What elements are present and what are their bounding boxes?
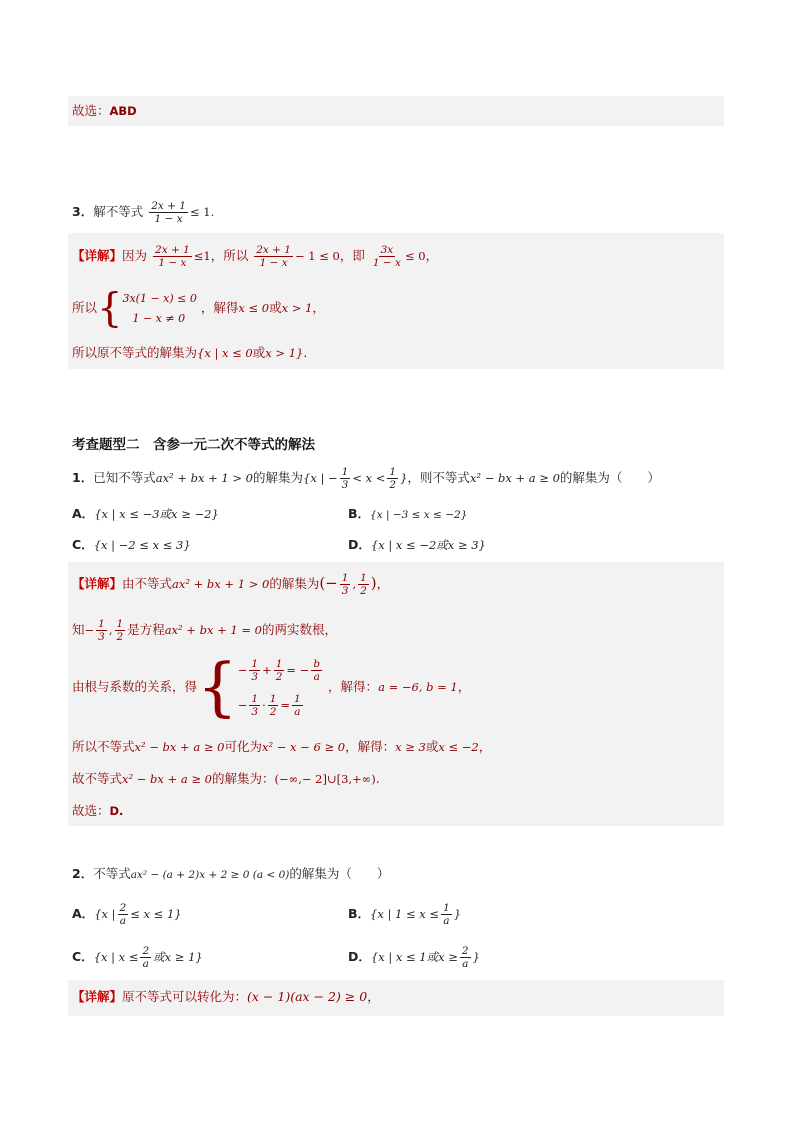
math-text: (−∞,− 2]∪[3,+∞) [274,772,376,786]
detail-label: 【详解】 [72,576,123,591]
fraction: $\frac{1}{a}$ [443,902,450,927]
fraction: $\frac{2x + 1}{1 - x}$ [256,244,291,269]
p1-detail-2 [72,618,337,643]
math-text: {x | x ≤ 0 [197,346,253,360]
math-text: (− [319,574,338,592]
text: 的解集为（ ） [559,470,660,485]
option-text: {x | −3 ≤ x ≤ −2} [370,509,468,521]
section-title: 考查题型二 含参一元二次不等式的解法 [72,437,315,453]
fraction: $\frac{1}{3}$ [98,618,105,643]
text: 或 [269,300,282,315]
answer-line-1 [72,102,137,120]
option-label: D． [348,949,371,964]
equation-system [238,653,324,723]
text: 的两实数根， [261,622,337,637]
p1-detail-3 [72,652,470,723]
question-number: 1． [72,470,94,485]
brace: { [97,285,123,332]
fraction: $\frac{1}{3}$ [341,572,349,597]
math-text: ax² + bx + 1 > 0 [172,577,270,591]
text: 的解集为： [211,771,275,786]
text: 的解集为 [253,470,304,485]
option-text: {x | x ≤ −2或x ≥ 3} [370,538,486,552]
text: 的解集为（ ） [289,866,390,881]
p1-detail-6 [72,802,123,820]
math-text: ≤ 1. [189,205,215,219]
option-text: ≤ x ≤ 1} [130,907,182,921]
answer-label: 故选： [72,803,110,818]
text: 可化为 [224,739,262,754]
fraction: $\frac{2x + 1}{1 - x}$ [151,200,186,225]
math-text: (x − 1)(ax − 2) ≥ 0 [247,989,368,1004]
option-c[interactable] [72,945,203,970]
fraction: $\frac{1}{3}$ [341,466,349,491]
text: 所以原不等式的解集为 [72,345,198,360]
math-text: x ≤ −2 [438,740,479,754]
p2-detail-1 [72,988,380,1006]
text: 所以不等式 [72,739,135,754]
math-text: x² − bx + a ≥ 0 [122,772,212,786]
option-text: {x | 1 ≤ x ≤ [370,907,440,921]
text: ，即 [339,248,365,263]
text: ，解得 [200,300,239,315]
math-text: x² − bx + a ≥ 0 [469,471,560,485]
math-text: x ≥ 3 [395,740,426,754]
option-label: B． [348,906,371,921]
option-label: A． [72,906,95,921]
math-text: − 1 ≤ 0 [295,249,340,263]
detail-line-3 [72,344,307,362]
math-text: } [400,471,408,485]
option-text: } [453,907,462,921]
text: ，则不等式 [407,470,470,485]
fraction: $\frac{1}{2}$ [389,466,397,491]
option-label: A． [72,506,95,521]
answer-value: D. [109,804,124,818]
option-a[interactable] [72,505,219,523]
option-text: {x | −2 ≤ x ≤ 3} [93,538,191,552]
math-text: x > 1} [265,346,304,360]
detail-line-1 [72,244,438,269]
question-text: 解不等式 [93,204,144,219]
math-text: x² − x − 6 ≥ 0 [262,740,346,754]
text: ， [367,989,380,1004]
math-text: , [108,623,113,637]
option-label: D． [348,537,371,552]
math-text: ax² + bx + 1 = 0 [164,623,262,637]
math-text: < x < [352,471,386,485]
text: ， [478,739,492,754]
math-text: ) [370,574,377,592]
text: 的解集为 [269,576,320,591]
option-text: {x | x ≤ 1或x ≥ [370,950,458,964]
detail-label: 【详解】 [72,248,123,263]
option-text: {x | x ≤ [93,950,139,964]
text: ， [425,248,439,263]
text: ， [457,679,471,694]
math-text: ≤ 0 [404,249,426,263]
option-text: {x | [94,907,116,921]
math-text: x ≤ 0 [238,301,270,315]
text: 或 [252,345,266,360]
math-text: ax² + bx + 1 > 0 [155,471,253,485]
option-b[interactable] [348,505,467,524]
math-text: {x | − [303,471,338,485]
problem-1 [72,466,660,491]
option-text: } [472,950,480,964]
math-text: a = −6, b = 1 [378,680,458,694]
text: 由不等式 [122,576,173,591]
question-number: 3． [72,204,94,219]
text: 知 [72,622,85,637]
option-d[interactable] [348,945,480,970]
p1-detail-1 [72,572,389,597]
text: 原不等式可以转化为： [122,989,248,1004]
fraction: $\frac{2}{a}$ [461,945,469,970]
detail-label: 【详解】 [72,989,123,1004]
text: ， [376,576,390,591]
option-c[interactable] [72,536,191,554]
option-b[interactable] [348,902,461,927]
answer-label: 故选： [72,103,110,118]
equation-system: 3x(1 − x) ≤ 0 1 − x ≠ 0 [122,291,197,325]
fraction: $\frac{2}{a}$ [142,945,150,970]
fraction: $\frac{3x}{1 - x}$ [372,244,401,269]
equation-row-1: − $\frac{1}{3}$ + $\frac{1}{2}$ = − $\frac{b}{a}$ [237,658,321,683]
text: ，所以 [210,248,249,263]
question-number: 2． [72,866,94,881]
text: . [303,345,308,360]
text: ，解得： [328,679,379,694]
option-label: C． [72,537,94,552]
brace: { [197,650,238,725]
text: 已知不等式 [93,470,156,485]
text: ， [312,300,325,315]
p1-detail-5 [72,770,380,788]
fraction: $\frac{2x + 1}{1 - x}$ [155,244,190,269]
fraction: $\frac{1}{2}$ [360,572,367,597]
text: 故不等式 [72,771,123,786]
text: ，解得： [345,739,396,754]
math-text: − [84,623,95,637]
answer-block-1 [68,96,724,126]
math-text: x > 1 [281,301,313,315]
problem-2 [72,865,389,884]
option-text: 或x ≥ 1} [153,950,203,964]
detail-line-2 [72,286,325,330]
math-text: ax² − (a + 2)x + 2 ≥ 0 (a < 0) [130,869,290,881]
option-d[interactable] [348,536,486,554]
fraction: $\frac{2}{a}$ [119,902,127,927]
answer-value: ABD [109,104,137,118]
math-text: ≤1 [193,249,211,263]
text: 不等式 [93,866,131,881]
question-3 [72,200,214,225]
option-label: C． [72,949,94,964]
equation-row-2: − $\frac{1}{3}$ · $\frac{1}{2}$ = $\frac{1}{a}$ [237,693,301,718]
text: 所以 [72,300,98,315]
text: . [375,771,380,786]
option-label: B． [348,506,371,521]
p1-detail-4 [72,738,491,756]
text: 由根与系数的关系，得 [72,679,198,694]
option-a[interactable] [72,902,182,927]
fraction: $\frac{1}{2}$ [116,618,124,643]
option-text: {x | x ≤ −3或x ≥ −2} [94,507,219,521]
text: 因为 [122,248,148,263]
math-text: x² − bx + a ≥ 0 [134,740,225,754]
text: 是方程 [127,622,165,637]
text: 或 [425,739,439,754]
math-text: , [352,577,357,591]
